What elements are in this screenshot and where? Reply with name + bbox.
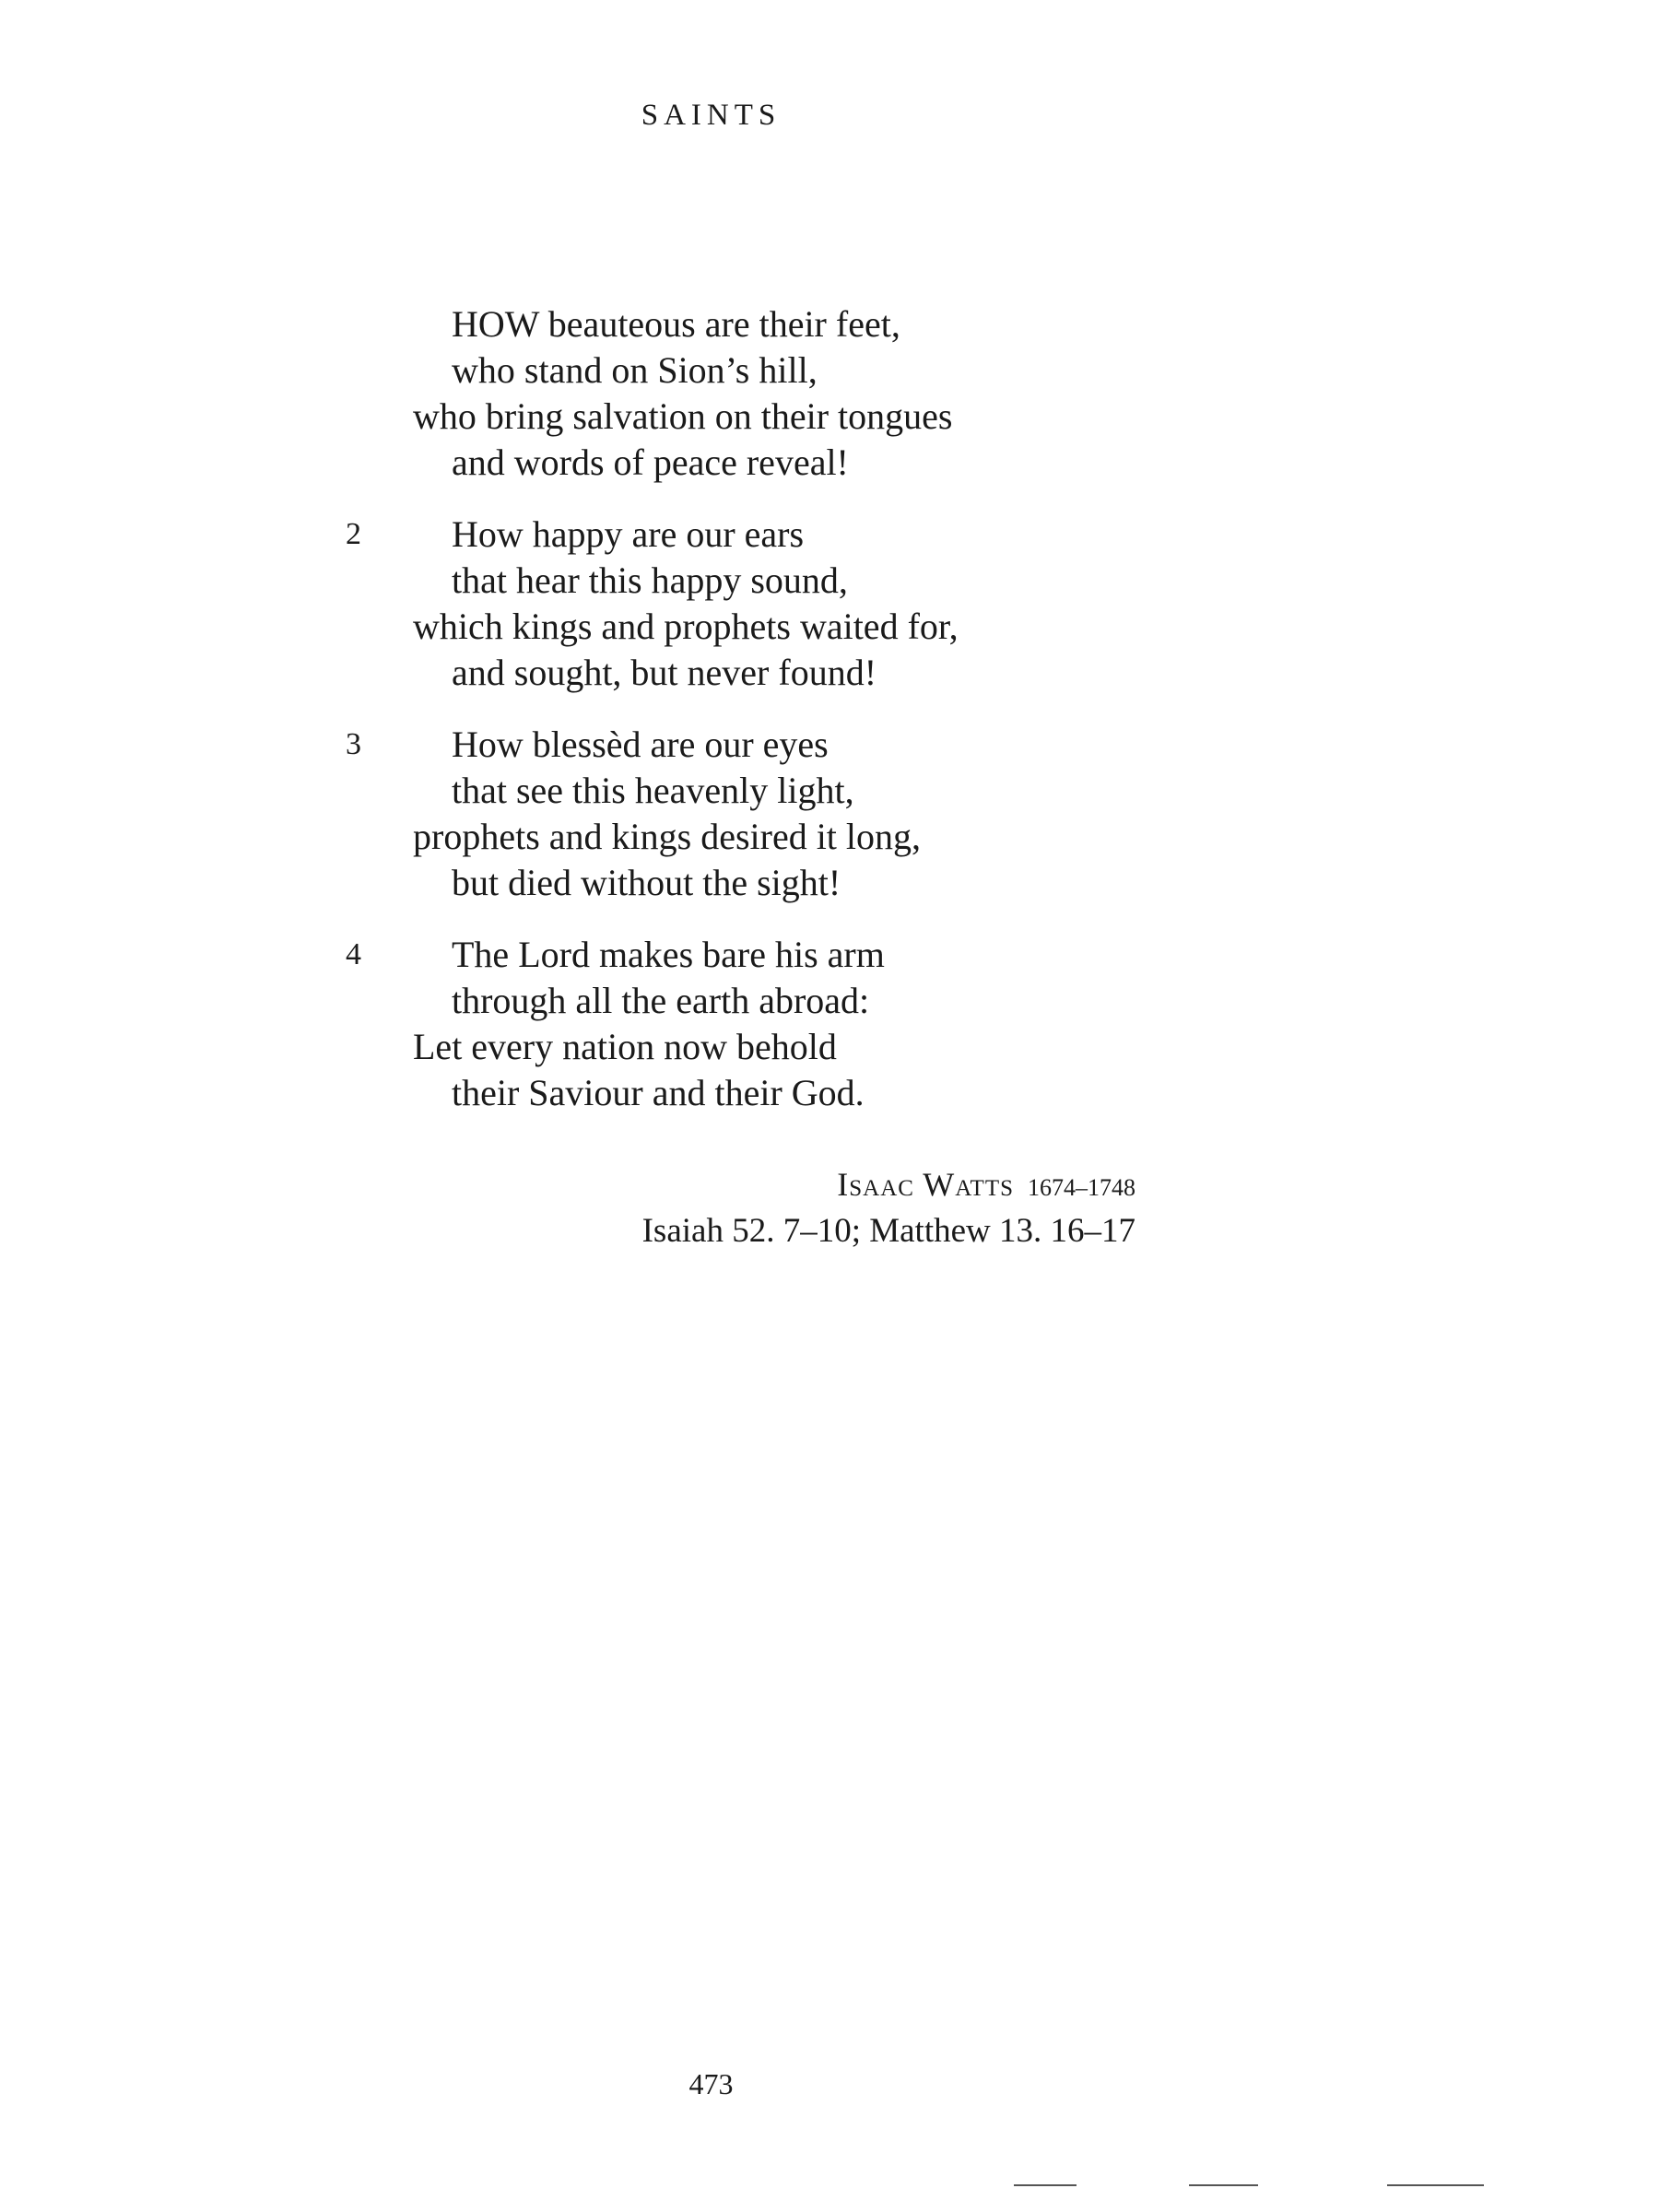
author-line — [0, 1163, 1135, 1209]
hymn-text — [332, 301, 1161, 1142]
scan-artifact-line — [1014, 2184, 1077, 2186]
verse-line: their Saviour and their God. — [452, 1072, 865, 1113]
attribution — [0, 1163, 1135, 1253]
verse-1 — [332, 301, 1161, 486]
verse-line: How happy are our ears — [452, 513, 805, 555]
verse-4 — [332, 932, 1161, 1116]
verse-line: which kings and prophets waited for, — [413, 606, 959, 647]
verse-line: How blessèd are our eyes — [452, 724, 829, 765]
verse-line: and words of peace reveal! — [452, 441, 849, 483]
verse-line: HOW beauteous are their feet, — [452, 303, 900, 345]
verse-number: 2 — [346, 517, 361, 551]
verse-line: through all the earth abroad: — [452, 980, 870, 1021]
author-dates: 1674–1748 — [1028, 1174, 1135, 1201]
verse-line: who stand on Sion’s hill, — [452, 349, 818, 391]
scan-artifact-line — [1387, 2184, 1484, 2186]
verse-line: but died without the sight! — [452, 862, 841, 903]
verse-line: prophets and kings desired it long, — [413, 816, 922, 857]
verse-2 — [332, 512, 1161, 696]
running-head: SAINTS — [641, 99, 782, 132]
page-number: 473 — [688, 2067, 734, 2100]
verse-line: and sought, but never found! — [452, 652, 877, 693]
verse-number: 4 — [346, 937, 361, 971]
verse-line: that see this heavenly light, — [452, 770, 854, 811]
author-name: Isaac Watts — [837, 1166, 1014, 1203]
verse-line: who bring salvation on their tongues — [413, 395, 953, 437]
verse-3 — [332, 722, 1161, 906]
verse-line: that hear this happy sound, — [452, 559, 848, 601]
verse-line: Let every nation now behold — [413, 1026, 837, 1067]
scripture-references: Isaiah 52. 7–10; Matthew 13. 16–17 — [641, 1212, 1135, 1250]
scan-artifact-line — [1189, 2184, 1258, 2186]
verse-line: The Lord makes bare his arm — [452, 934, 885, 975]
verse-number: 3 — [346, 727, 361, 761]
